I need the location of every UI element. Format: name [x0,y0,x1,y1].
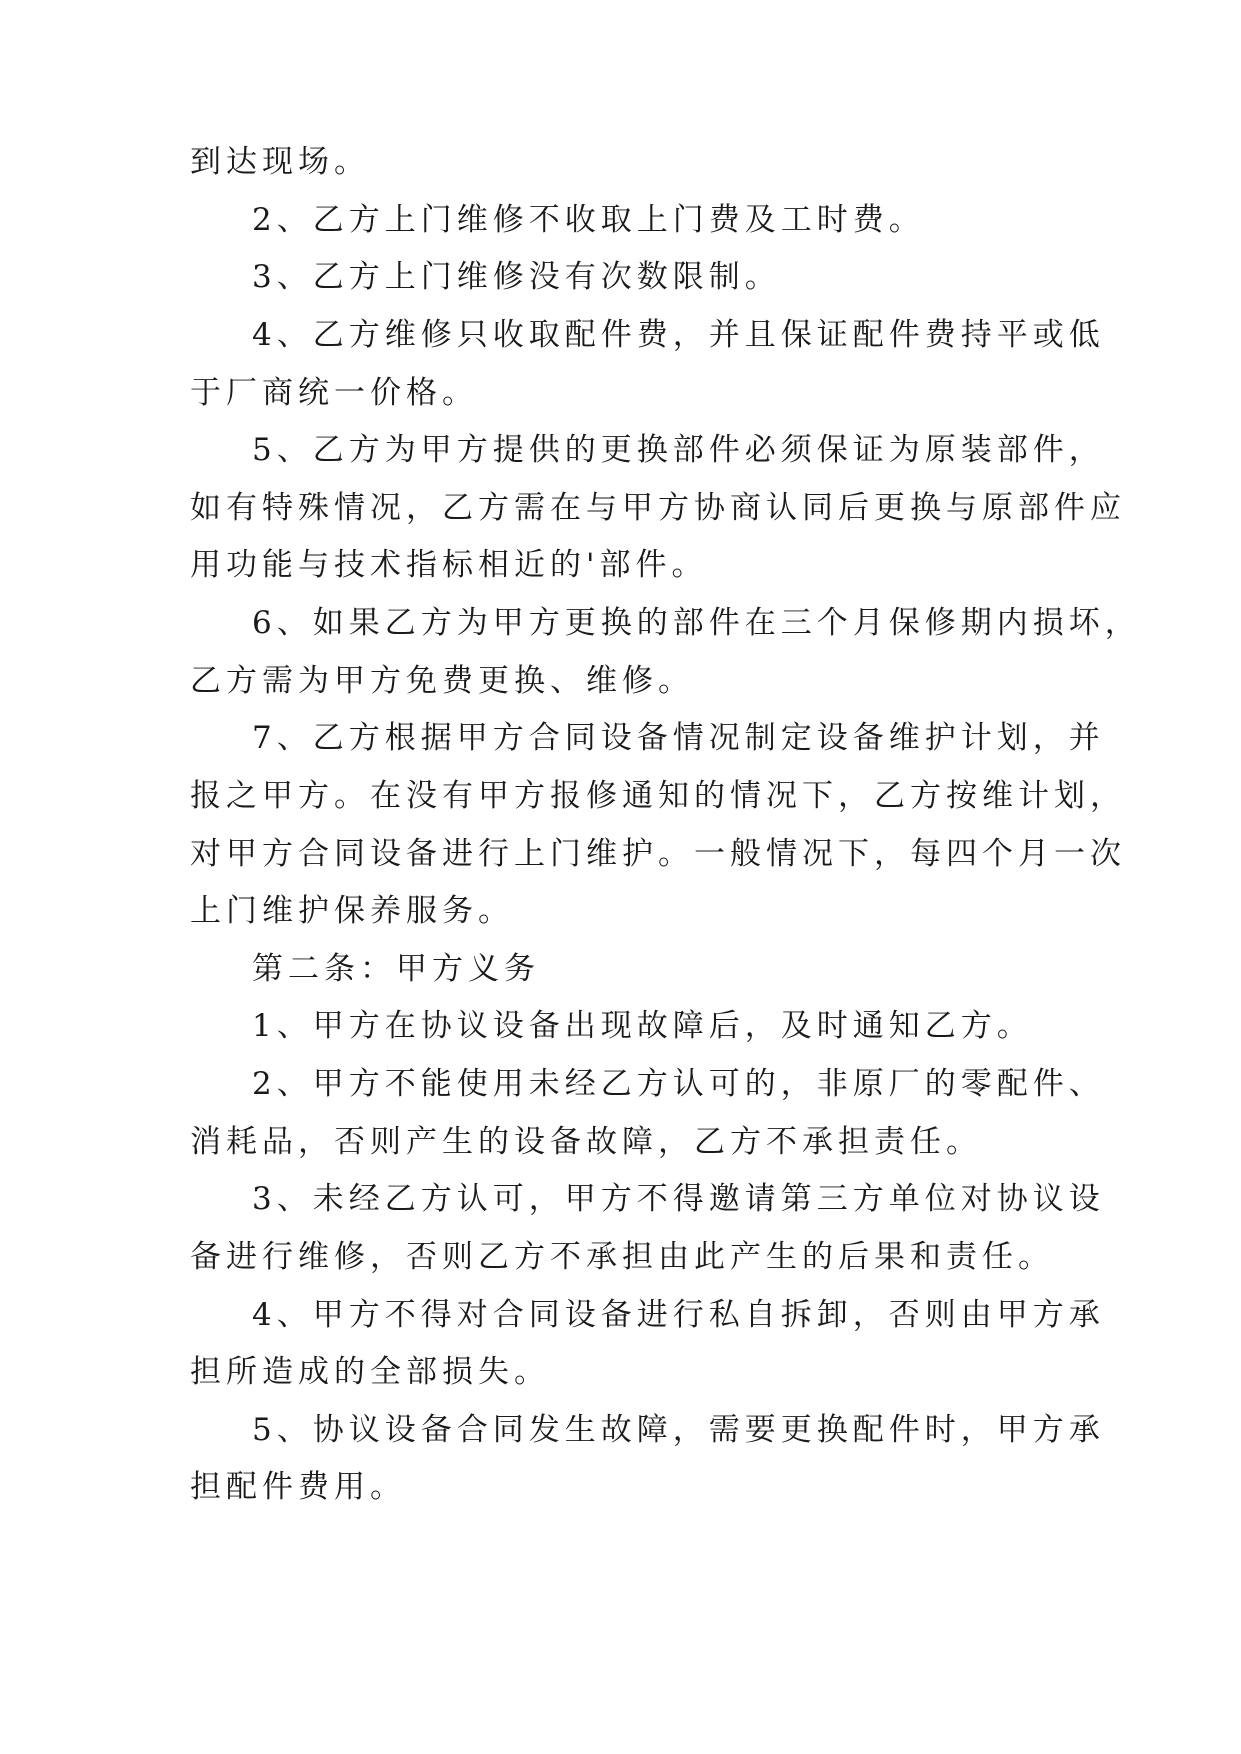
text-line: 4、乙方维修只收取配件费，并且保证配件费持平或低 [252,317,1105,353]
text-line: 4、甲方不得对合同设备进行私自拆卸，否则由甲方承 [252,1297,1105,1333]
text-line: 5、协议设备合同发生故障，需要更换配件时，甲方承 [252,1412,1105,1448]
text-line: 1、甲方在协议设备出现故障后，及时通知乙方。 [252,1008,1033,1044]
text-line: 3、乙方上门维修没有次数限制。 [252,259,781,295]
text-line: 到达现场。 [190,144,370,180]
text-line: 如有特殊情况，乙方需在与甲方协商认同后更换与原部件应 [190,490,1126,526]
text-line: 乙方需为甲方免费更换、维修。 [190,663,694,699]
text-line: 2、甲方不能使用未经乙方认可的，非原厂的零配件、 [252,1066,1105,1102]
text-line: 备进行维修，否则乙方不承担由此产生的后果和责任。 [190,1239,1054,1275]
text-line: 用功能与技术指标相近的'部件。 [190,547,708,583]
text-line: 担配件费用。 [190,1469,406,1505]
text-line: 消耗品，否则产生的设备故障，乙方不承担责任。 [190,1124,982,1160]
section-heading: 第二条：甲方义务 [252,951,540,987]
text-line: 6、如果乙方为甲方更换的部件在三个月保修期内损坏， [252,605,1141,641]
text-line: 7、乙方根据甲方合同设备情况制定设备维护计划，并 [252,720,1105,756]
text-line: 报之甲方。在没有甲方报修通知的情况下，乙方按维计划， [190,778,1126,814]
text-line: 上门维护保养服务。 [190,893,514,929]
text-line: 3、未经乙方认可，甲方不得邀请第三方单位对协议设 [252,1181,1105,1217]
text-line: 5、乙方为甲方提供的更换部件必须保证为原装部件， [252,432,1105,468]
text-line: 对甲方合同设备进行上门维护。一般情况下，每四个月一次 [190,836,1126,872]
text-line: 2、乙方上门维修不收取上门费及工时费。 [252,202,925,238]
text-line: 担所造成的全部损失。 [190,1354,550,1390]
text-line: 于厂商统一价格。 [190,375,478,411]
